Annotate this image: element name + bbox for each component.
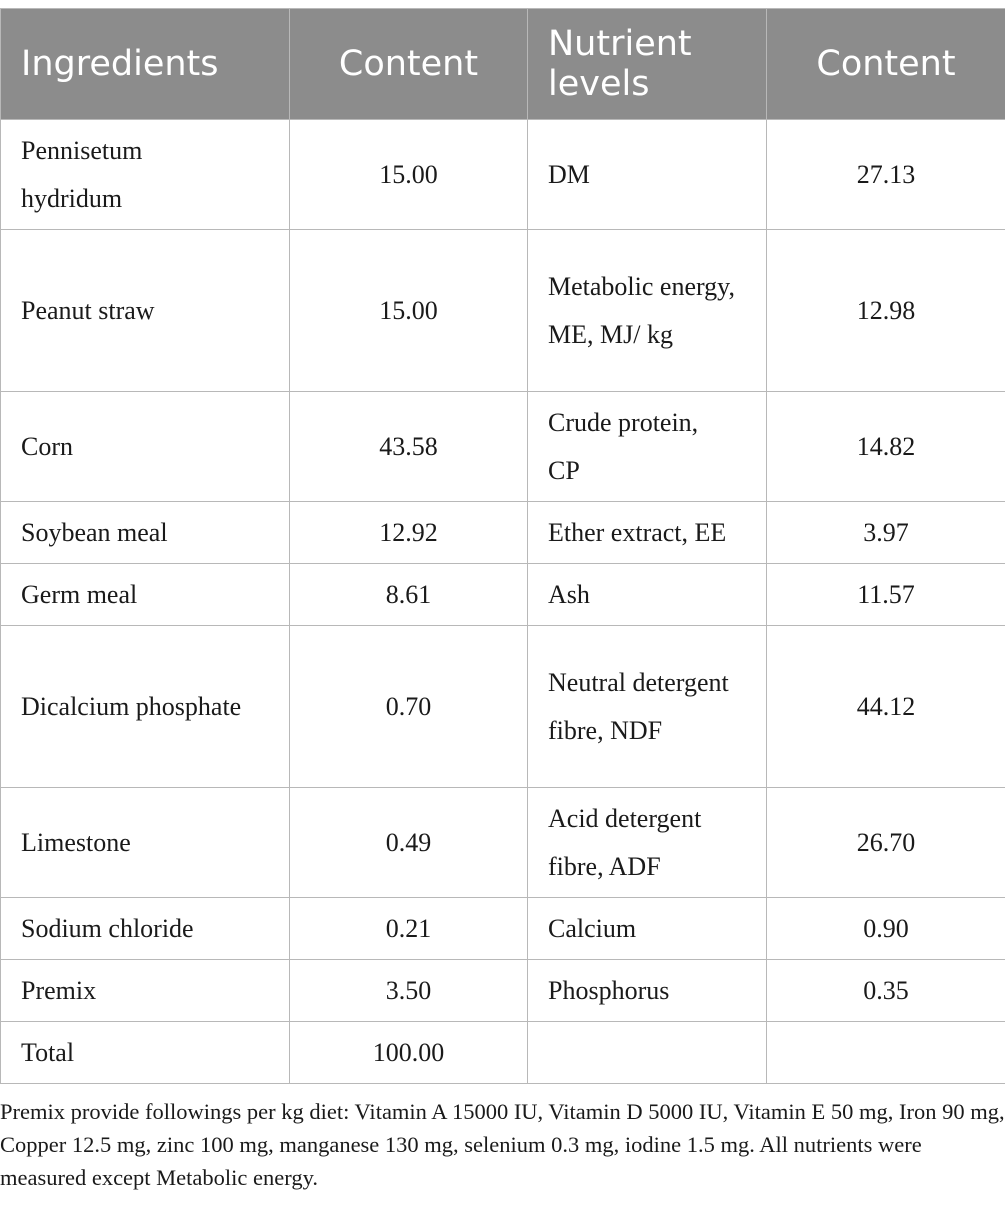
- nutrient-content-cell: 14.82: [767, 392, 1005, 502]
- header-nutrient-levels: [528, 9, 767, 120]
- nutrient-cell: DM: [528, 120, 767, 230]
- nutrient-content-cell: 44.12: [767, 626, 1005, 788]
- ingredient-cell: Limestone: [1, 788, 290, 898]
- ingredient-cell: Pennisetum hydridum: [1, 120, 290, 230]
- nutrient-content-cell: [767, 1022, 1005, 1084]
- nutrient-cell: Metabolic energy, ME, MJ/ kg: [528, 230, 767, 392]
- table-row: [1, 230, 1005, 392]
- nutrient-content-cell: 27.13: [767, 120, 1005, 230]
- table-body: [1, 120, 1005, 1084]
- nutrient-cell: Calcium: [528, 898, 767, 960]
- ingredient-content-cell: 0.49: [290, 788, 528, 898]
- nutrient-cell: Acid detergent fibre, ADF: [528, 788, 767, 898]
- nutrient-content-cell: 12.98: [767, 230, 1005, 392]
- header-content-2: Content: [767, 9, 1005, 120]
- nutrient-content-cell: 11.57: [767, 564, 1005, 626]
- nutrient-content-cell: 0.35: [767, 960, 1005, 1022]
- ingredient-cell: Sodium chloride: [1, 898, 290, 960]
- header-content: Content: [290, 9, 528, 120]
- ingredient-cell: Germ meal: [1, 564, 290, 626]
- ingredient-cell: Peanut straw: [1, 230, 290, 392]
- table-row: [1, 898, 1005, 960]
- table-row: [1, 120, 1005, 230]
- table-row: [1, 1022, 1005, 1084]
- header-row: [1, 9, 1005, 120]
- table-row: [1, 960, 1005, 1022]
- table-header: [1, 9, 1005, 120]
- nutrient-content-cell: 26.70: [767, 788, 1005, 898]
- table-row: [1, 788, 1005, 898]
- header-nutrient-levels-text: Nutrient levels: [548, 24, 692, 104]
- table-row: [1, 392, 1005, 502]
- nutrient-cell: Ether extract, EE: [528, 502, 767, 564]
- nutrient-content-cell: 3.97: [767, 502, 1005, 564]
- ingredient-content-cell: 15.00: [290, 120, 528, 230]
- ingredient-content-cell: 0.21: [290, 898, 528, 960]
- ingredient-content-cell: 100.00: [290, 1022, 528, 1084]
- ingredient-content-cell: 3.50: [290, 960, 528, 1022]
- ingredient-cell: Premix: [1, 960, 290, 1022]
- ingredient-cell: Corn: [1, 392, 290, 502]
- nutrient-cell: Crude protein, CP: [528, 392, 767, 502]
- nutrient-content-cell: 0.90: [767, 898, 1005, 960]
- table-row: [1, 502, 1005, 564]
- nutrient-cell: [528, 1022, 767, 1084]
- ingredient-content-cell: 0.70: [290, 626, 528, 788]
- ingredient-cell: Dicalcium phosphate: [1, 626, 290, 788]
- ingredient-content-cell: 43.58: [290, 392, 528, 502]
- ingredient-content-cell: 12.92: [290, 502, 528, 564]
- ingredient-cell: Total: [1, 1022, 290, 1084]
- ingredient-cell: Soybean meal: [1, 502, 290, 564]
- table-row: [1, 626, 1005, 788]
- ingredient-content-cell: 15.00: [290, 230, 528, 392]
- nutrient-cell: Phosphorus: [528, 960, 767, 1022]
- table-footnote: Premix provide followings per kg diet: Vitamin A 15000 IU, Vitamin D 5000 IU, Vitamin E 50 mg, Iron 90 mg, Copper 12.5 mg, zinc 100 mg, manganese 130 mg, selenium 0.3 mg, iodine 1.5 mg. All nutrients were measured except Metabolic energy.: [0, 1099, 1005, 1190]
- nutrient-cell: Neutral detergent fibre, NDF: [528, 626, 767, 788]
- header-ingredients: Ingredients: [1, 9, 290, 120]
- ingredient-content-cell: 8.61: [290, 564, 528, 626]
- diet-composition-table: [0, 8, 1005, 1084]
- table-row: [1, 564, 1005, 626]
- nutrient-cell: Ash: [528, 564, 767, 626]
